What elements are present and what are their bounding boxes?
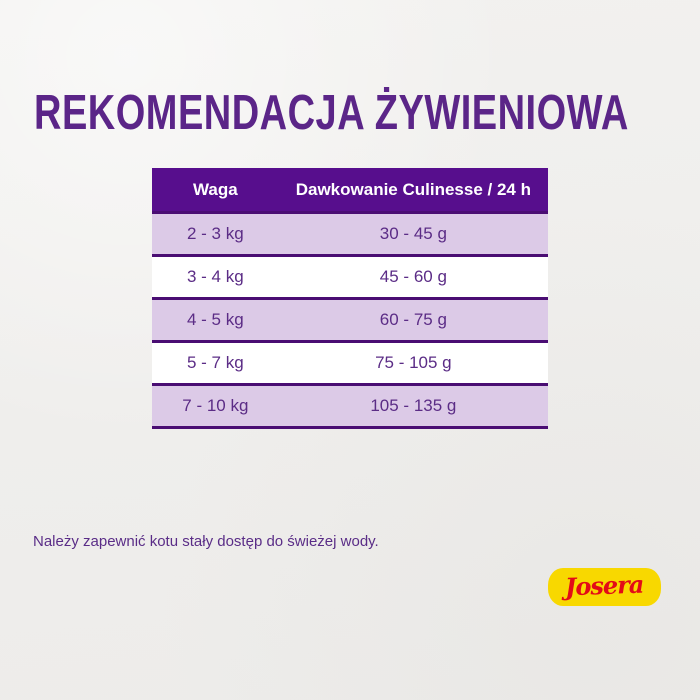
water-note: Należy zapewnić kotu stały dostęp do świeżej wody. (33, 533, 379, 550)
col-header-weight: Waga (152, 168, 279, 213)
weight-cell: 2 - 3 kg (152, 213, 279, 256)
table-row (152, 385, 548, 428)
dose-cell: 30 - 45 g (279, 213, 548, 256)
table-row (152, 342, 548, 385)
col-header-dose: Dawkowanie Culinesse / 24 h (279, 168, 548, 213)
feeding-table (152, 168, 548, 429)
weight-cell: 4 - 5 kg (152, 299, 279, 342)
dose-cell: 45 - 60 g (279, 256, 548, 299)
weight-cell: 3 - 4 kg (152, 256, 279, 299)
dose-cell: 105 - 135 g (279, 385, 548, 428)
page-title: REKOMENDACJA ŻYWIENIOWA (34, 86, 629, 141)
weight-cell: 7 - 10 kg (152, 385, 279, 428)
dose-cell: 75 - 105 g (279, 342, 548, 385)
weight-cell: 5 - 7 kg (152, 342, 279, 385)
table-row (152, 213, 548, 256)
table-header-row (152, 168, 548, 213)
dose-cell: 60 - 75 g (279, 299, 548, 342)
table-row (152, 299, 548, 342)
josera-logo (548, 568, 661, 606)
table-row (152, 256, 548, 299)
josera-logo-text: Josera (564, 569, 645, 602)
